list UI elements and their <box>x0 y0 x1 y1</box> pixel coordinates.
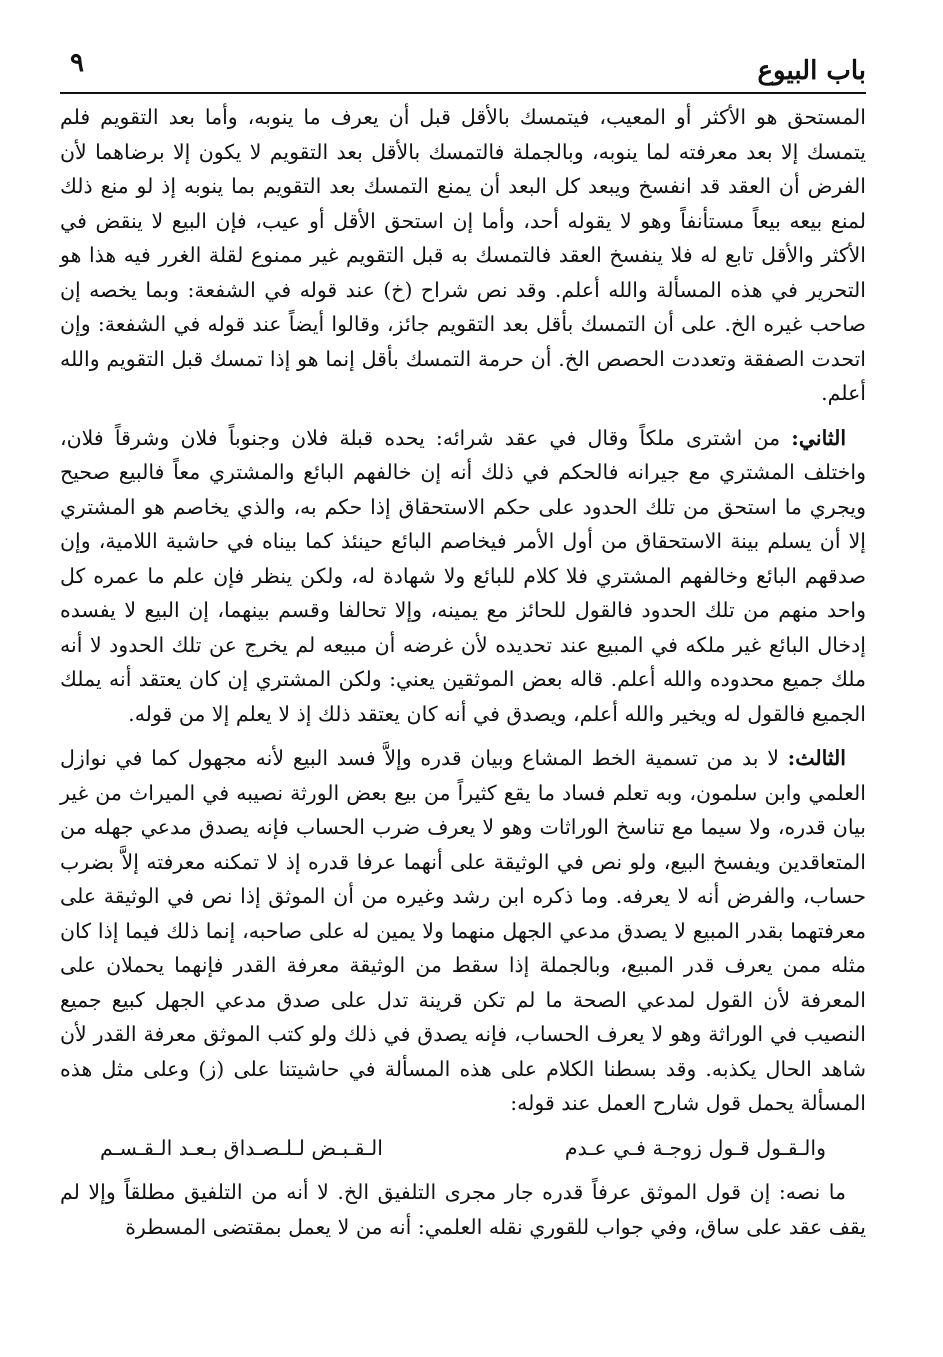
poem-verse <box>100 1131 826 1166</box>
paragraph-closing <box>60 1175 866 1244</box>
paragraph-third <box>60 741 866 1121</box>
header-divider <box>60 92 866 94</box>
verse-second-hemistich: الـقـبـض لـلـصـداق بـعـد الـقـسـم <box>100 1135 383 1160</box>
paragraph-lead: الثاني: <box>791 425 847 450</box>
paragraph-text: من اشترى ملكاً وقال في عقد شرائه: يحده قبلة فلان وجنوباً فلان وشرقاً فلان، واختلف المشتري مع جيرانه فالحكم في ذلك أنه إن خالفهم البائع والمشتري معاً فالبيع صحيح ويجري ما استحق من تلك الحدود على حكم الاستحقاق إذا حكم به، والذي يخاصم هو المشتري إلا أن يسلم بينة الاستحقاق من أول الأمر فيخاصم البائع حينئذ كما بيناه في حاشية اللامية، وإن صدقهم البائع وخالفهم المشتري فلا كلام للبائع ولا شهادة له، ولكن ينظر فإن علم ما عمره كل واحد منهم من تلك الحدود فالقول للحائز مع يمينه، وإلا تحالفا وقسم بينهما، إن البيع لا يفسده إدخال البائع غير ملكه في المبيع عند تحديده لأن غرضه أن مبيعه لم يخرج عن تلك الحدود لا أنه ملك جميع محدوده والله أعلم. قاله بعض الموثقين يعني: ولكن المشتري إن كان يعتقد أنه يملك الجميع فالقول له ويخير والله أعلم، ويصدق في أنه كان يعتقد ذلك إذ لا يعلم إلا من قوله. <box>60 425 866 726</box>
paragraph-continuation <box>60 100 866 411</box>
main-text <box>60 100 866 1244</box>
paragraph-second <box>60 421 866 732</box>
chapter-title: باب البيوع <box>757 56 866 86</box>
paragraph-text: المستحق هو الأكثر أو المعيب، فيتمسك بالأقل قبل أن يعرف ما ينوبه، وأما بعد التقويم فلم يتمسك إلا بعد معرفته لما ينوبه، وبالجملة فالتمسك بالأقل بعد التقويم لا يكون إلا برضاهما لأن الفرض أن العقد قد انفسخ ويبعد كل البعد أن يمنع التمسك بعد التقويم بما ينوبه إذ لو منع ذلك لمنع بيعه بيعاً مستأنفاً وهو لا يقوله أحد، وأما إن استحق الأقل أو عيب، فإن البيع لا ينقض في الأكثر والأقل تابع له فلا ينفسخ العقد فالتمسك به قبل التقويم غير ممنوع لقلة الغرر فيه هذا هو التحرير في هذه المسألة والله أعلم. وقد نص شراح (خ) عند قوله في الشفعة: وبما يخصه إن صاحب غيره الخ. على أن التمسك بأقل بعد التقويم جائز، وقالوا أيضاً عند قوله في الشفعة: وإن اتحدت الصفقة وتعددت الحصص الخ. أن حرمة التمسك بأقل إنما هو إذا تمسك قبل التقويم والله أعلم. <box>60 105 866 405</box>
paragraph-text: لا بد من تسمية الخط المشاع وبيان قدره وإلاَّ فسد البيع لأنه مجهول كما في نوازل العلمي وابن سلمون، وبه تعلم فساد ما يقع كثيراً من بيع بعض الورثة نصيبه في الميراث من غير بيان قدره، ولا سيما مع تناسخ الوراثات وهو لا يعرف ضرب الحساب فإنه يصدق مدعي جهله من المتعاقدين ويفسخ البيع، ولو نص في الوثيقة على أنهما عرفا قدره إذ لا تمكنه معرفته إلاَّ بضرب حساب، والفرض أنه لا يعرفه. وما ذكره ابن رشد وغيره من أن الموثق إذا نص في الوثيقة على معرفتهما بقدر المبيع لا يصدق مدعي الجهل منهما ولا يمين له على صاحبه، إنما ذلك فيما إذا كان مثله ممن يعرف قدر المبيع، وبالجملة إذا سقط من الوثيقة معرفة القدر فإنهما يحملان على المعرفة لأن القول لمدعي الصحة ما لم تكن قرينة تدل على صدق مدعي الجهل كبيع جميع النصيب في الوراثة وهو لا يعرف الحساب، فإنه يصدق في ذلك ولو كتب الموثق معرفة القدر لأن شاهد الحال يكذبه. وقد بسطنا الكلام على هذه المسألة في حاشيتنا على (ز) وعلى مثل هذه المسألة يحمل قول شارح العمل عند قوله: <box>60 746 866 1115</box>
paragraph-lead: الثالث: <box>787 746 846 770</box>
page-number: ٩ <box>70 48 84 78</box>
page-header <box>60 44 866 92</box>
paragraph-text: ما نصه: إن قول الموثق عرفاً قدره جار مجرى التلفيق الخ. لا أنه من التلفيق مطلقاً وإلا لم يقف عقد على ساق، وفي جواب للقوري نقله العلمي: أنه من لا يعمل بمقتضى المسطرة <box>60 1180 866 1239</box>
verse-first-hemistich: والـقـول قـول زوجـة فـي عـدم <box>564 1135 826 1160</box>
